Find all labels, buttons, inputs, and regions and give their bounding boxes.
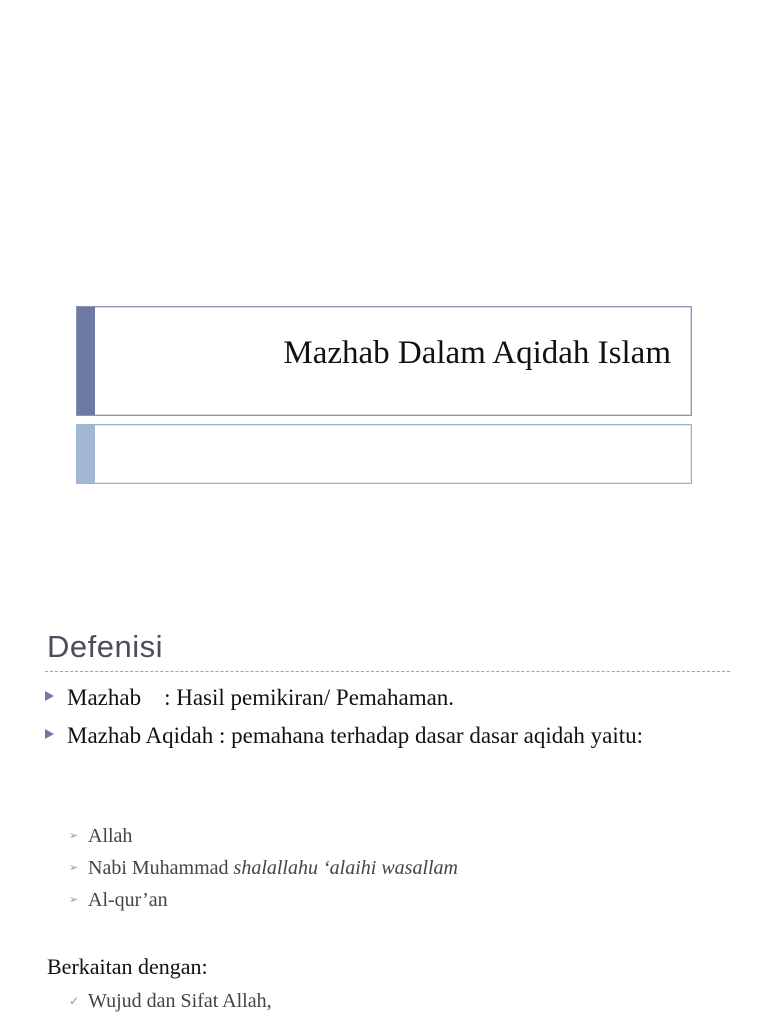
sub-item-text: Allah (88, 825, 133, 847)
list-item-text: Mazhab : Hasil pemikiran/ Pemahaman. (67, 685, 455, 710)
heading-divider (45, 671, 730, 672)
sub-list-item (69, 884, 689, 916)
title-placeholder (76, 306, 692, 416)
subtitle-placeholder (76, 424, 692, 484)
check-list-item (69, 986, 272, 1016)
list-item-text: Mazhab Aqidah : pemahana terhadap dasar dasar aqidah yaitu: (67, 723, 644, 748)
sub-item-text: Al-qur’an (88, 889, 168, 911)
subtitle-accent-bar (77, 425, 95, 483)
slide-title: Mazhab Dalam Aqidah Islam (283, 335, 671, 371)
check-item-text: Wujud dan Sifat Allah, (88, 990, 272, 1012)
check-bullet-list (69, 986, 272, 1016)
title-accent-bar (77, 307, 95, 415)
related-label: Berkaitan dengan: (47, 954, 208, 979)
definition-slide (0, 576, 768, 1024)
sub-list-item (69, 820, 689, 852)
arrow-right-outline-icon: ➢ (69, 893, 79, 906)
sub-list-item (69, 852, 689, 884)
arrow-right-outline-icon: ➢ (69, 861, 79, 874)
arrow-right-outline-icon: ➢ (69, 829, 79, 842)
list-item (45, 682, 685, 713)
slide-heading: Defenisi (47, 629, 163, 664)
sub-item-italic-text: shalallahu ‘alaihi wasallam (233, 857, 458, 879)
checkmark-icon: ✓ (69, 994, 80, 1008)
list-item (45, 720, 685, 751)
triangle-right-icon (45, 729, 54, 739)
sub-item-text: Nabi Muhammad (88, 857, 234, 879)
main-bullet-list (45, 682, 685, 758)
triangle-right-icon (45, 691, 54, 701)
sub-bullet-list (69, 820, 689, 916)
